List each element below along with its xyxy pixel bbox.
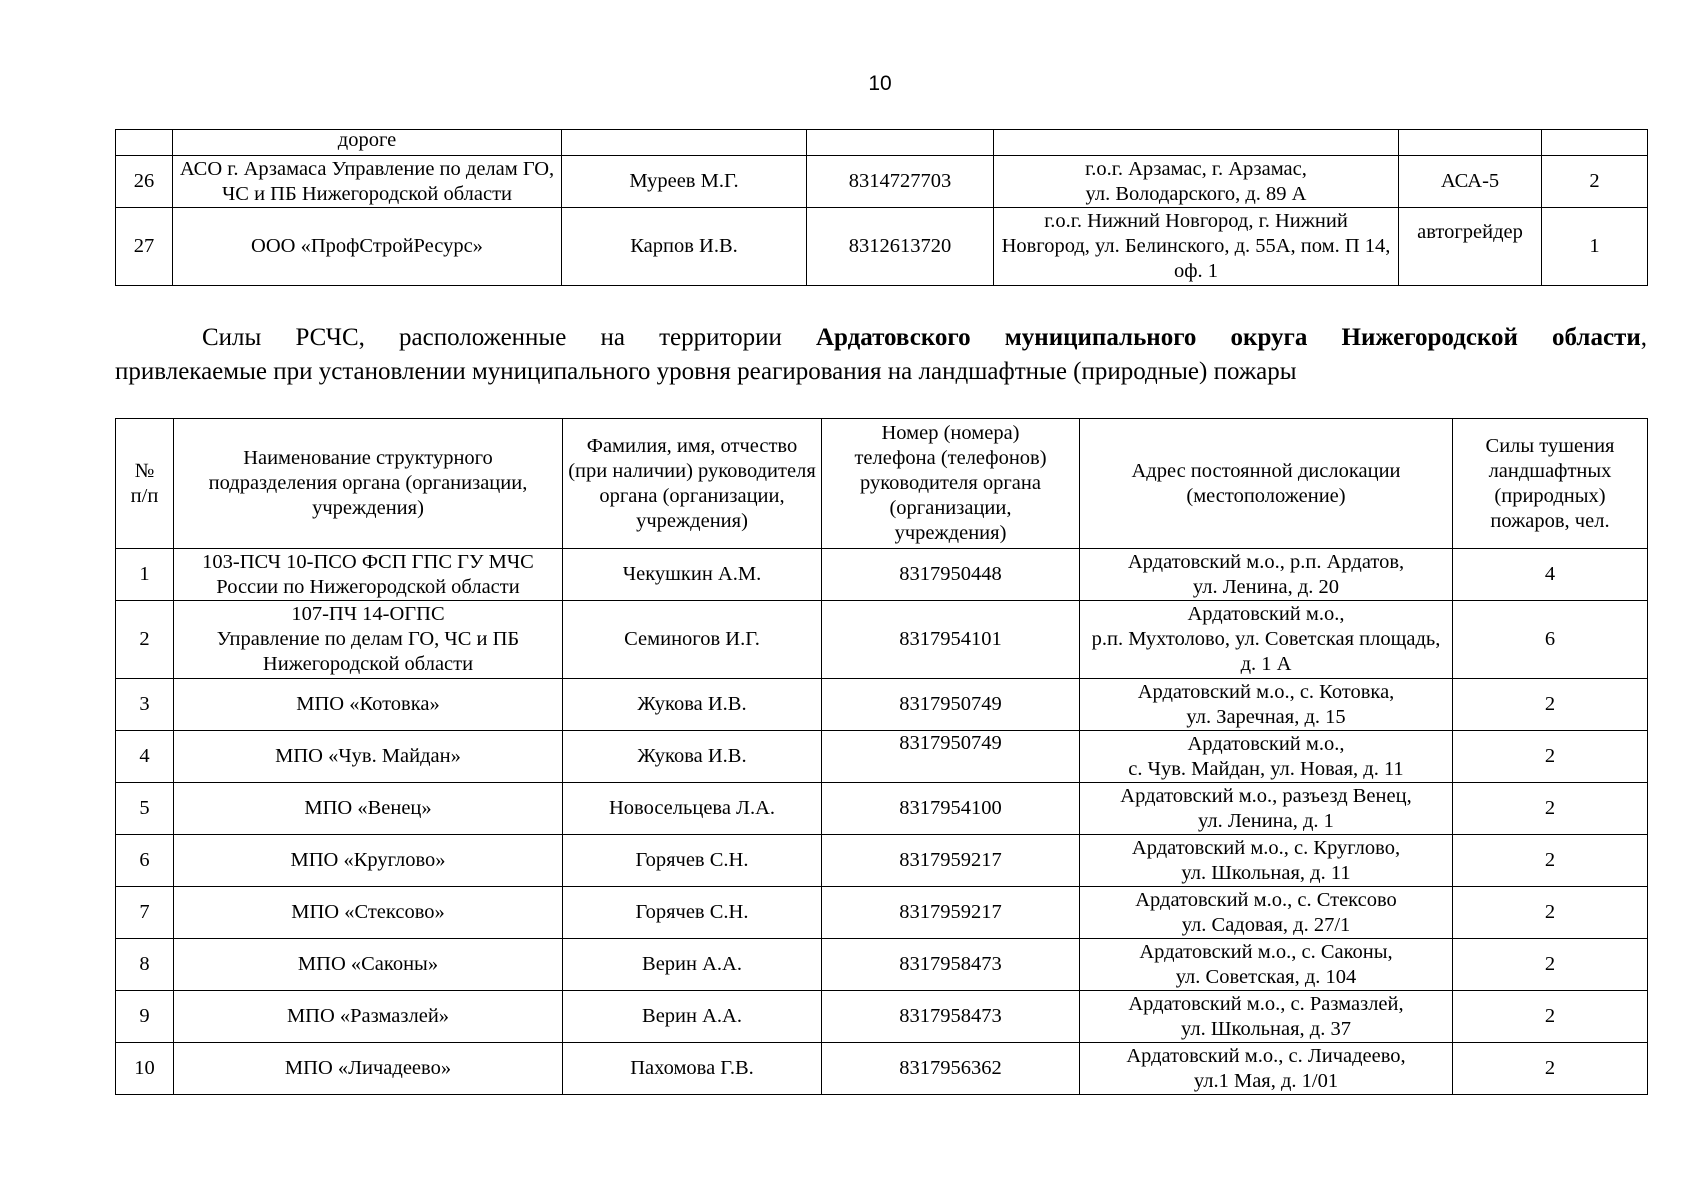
head-name-cell: Жукова И.В. [563,731,822,783]
row-number: 26 [116,156,173,208]
count-cell: 1 [1542,208,1648,286]
page-number: 10 [868,72,892,95]
table-row [116,208,1648,286]
row-number [116,130,173,156]
row-number: 7 [116,887,174,939]
org-name-cell: ООО «ПрофСтройРесурс» [173,208,562,286]
org-name-cell: МПО «Личадеево» [174,1043,563,1095]
head-name-cell: Жукова И.В. [563,679,822,731]
phone-cell [807,130,994,156]
forces-count-cell: 2 [1453,887,1648,939]
forces-count-cell: 6 [1453,601,1648,679]
phone-cell: 8317959217 [822,887,1080,939]
address-cell: Ардатовский м.о., с. Котовка, ул. Заречная, д. 15 [1080,679,1453,731]
address-cell: Ардатовский м.о., р.п. Мухтолово, ул. Советская площадь, д. 1 А [1080,601,1453,679]
table-row [116,887,1648,939]
heading-text-start: Силы РСЧС, расположенные на территории [202,324,816,351]
head-name-cell: Семиногов И.Г. [563,601,822,679]
table-row [116,130,1648,156]
phone-cell: 8314727703 [807,156,994,208]
org-name-cell: дороге [173,130,562,156]
equipment-cell: автогрейдер [1399,208,1542,286]
row-number: 3 [116,679,174,731]
phone-cell: 8317950448 [822,549,1080,601]
header-forces: Силы тушения ландшафтных (природных) пожаров, чел. [1453,419,1648,549]
header-number: № п/п [116,419,174,549]
address-cell: Ардатовский м.о., р.п. Ардатов, ул. Ленина, д. 20 [1080,549,1453,601]
org-name-cell: МПО «Чув. Майдан» [174,731,563,783]
table-row [116,939,1648,991]
table-row [116,679,1648,731]
row-number: 5 [116,783,174,835]
table-row [116,783,1648,835]
address-cell: Ардатовский м.о., с. Чув. Майдан, ул. Новая, д. 11 [1080,731,1453,783]
forces-count-cell: 2 [1453,679,1648,731]
head-name-cell: Горячев С.Н. [563,835,822,887]
org-name-cell: МПО «Стексово» [174,887,563,939]
table-row [116,1043,1648,1095]
table-row [116,156,1648,208]
row-number: 27 [116,208,173,286]
heading-line-1 [115,321,1647,355]
org-name-cell: МПО «Котовка» [174,679,563,731]
equipment-cell [1399,130,1542,156]
forces-count-cell: 2 [1453,783,1648,835]
head-name-cell: Верин А.А. [563,939,822,991]
phone-cell: 8317954101 [822,601,1080,679]
forces-count-cell: 2 [1453,1043,1648,1095]
section-heading [115,321,1647,389]
address-cell: Ардатовский м.о., с. Саконы, ул. Советская, д. 104 [1080,939,1453,991]
phone-cell: 8317959217 [822,835,1080,887]
header-address: Адрес постоянной дислокации (местоположение) [1080,419,1453,549]
head-name-cell: Верин А.А. [563,991,822,1043]
row-number: 2 [116,601,174,679]
header-phone: Номер (номера) телефона (телефонов) руководителя органа (организации, учреждения) [822,419,1080,549]
heading-district-name: Ардатовского муниципального округа Нижегородской области [815,324,1641,351]
address-cell: Ардатовский м.о., с. Круглово, ул. Школьная, д. 11 [1080,835,1453,887]
head-name-cell: Карпов И.В. [562,208,807,286]
org-name-cell: МПО «Венец» [174,783,563,835]
head-name-cell: Горячев С.Н. [563,887,822,939]
phone-cell: 8312613720 [807,208,994,286]
phone-cell: 8317958473 [822,991,1080,1043]
org-name-cell: МПО «Саконы» [174,939,563,991]
heading-comma: , [1640,324,1647,351]
phone-cell: 8317950749 [822,731,1080,783]
address-cell: Ардатовский м.о., с. Размазлей, ул. Школьная, д. 37 [1080,991,1453,1043]
table-row [116,991,1648,1043]
fire-forces-table-continued [115,129,1648,286]
org-name-cell: МПО «Круглово» [174,835,563,887]
head-name-cell [562,130,807,156]
equipment-cell: АСА-5 [1399,156,1542,208]
count-cell: 2 [1542,156,1648,208]
org-name-cell: 103-ПСЧ 10-ПСО ФСП ГПС ГУ МЧС России по Нижегородской области [174,549,563,601]
table-row [116,835,1648,887]
phone-cell: 8317954100 [822,783,1080,835]
address-cell: г.о.г. Нижний Новгород, г. Нижний Новгород, ул. Белинского, д. 55А, пом. П 14, оф. 1 [994,208,1399,286]
row-number: 9 [116,991,174,1043]
row-number: 8 [116,939,174,991]
address-cell: Ардатовский м.о., разъезд Венец, ул. Ленина, д. 1 [1080,783,1453,835]
head-name-cell: Новосельцева Л.А. [563,783,822,835]
head-name-cell: Муреев М.Г. [562,156,807,208]
row-number: 1 [116,549,174,601]
row-number: 10 [116,1043,174,1095]
head-name-cell: Чекушкин А.М. [563,549,822,601]
address-cell: Ардатовский м.о., с. Стексово ул. Садовая, д. 27/1 [1080,887,1453,939]
ardatov-fire-forces-table [115,418,1648,1095]
heading-line-2: привлекаемые при установлении муниципального уровня реагирования на ландшафтные (природные) пожары [115,358,1297,385]
row-number: 4 [116,731,174,783]
table-row [116,549,1648,601]
org-name-cell: АСО г. Арзамаса Управление по делам ГО, ЧС и ПБ Нижегородской области [173,156,562,208]
count-cell [1542,130,1648,156]
forces-count-cell: 4 [1453,549,1648,601]
address-cell [994,130,1399,156]
phone-cell: 8317956362 [822,1043,1080,1095]
row-number: 6 [116,835,174,887]
forces-count-cell: 2 [1453,731,1648,783]
forces-count-cell: 2 [1453,991,1648,1043]
forces-count-cell: 2 [1453,835,1648,887]
phone-cell: 8317950749 [822,679,1080,731]
table-row [116,601,1648,679]
table-header-row [116,419,1648,549]
head-name-cell: Пахомова Г.В. [563,1043,822,1095]
address-cell: Ардатовский м.о., с. Личадеево, ул.1 Мая, д. 1/01 [1080,1043,1453,1095]
header-head-name: Фамилия, имя, отчество (при наличии) руководителя органа (организации, учреждения) [563,419,822,549]
org-name-cell: 107-ПЧ 14-ОГПС Управление по делам ГО, ЧС и ПБ Нижегородской области [174,601,563,679]
table-row [116,731,1648,783]
org-name-cell: МПО «Размазлей» [174,991,563,1043]
address-cell: г.о.г. Арзамас, г. Арзамас, ул. Володарского, д. 89 А [994,156,1399,208]
header-org-name: Наименование структурного подразделения органа (организации, учреждения) [174,419,563,549]
phone-cell: 8317958473 [822,939,1080,991]
forces-count-cell: 2 [1453,939,1648,991]
